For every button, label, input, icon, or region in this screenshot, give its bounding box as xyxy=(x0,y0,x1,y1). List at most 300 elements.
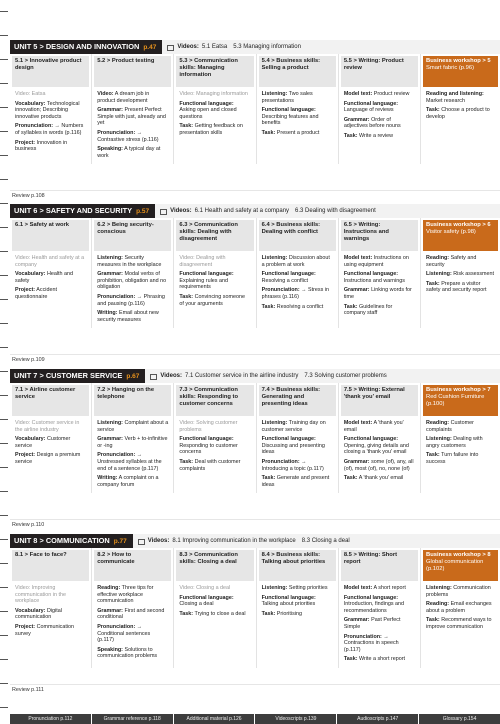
lesson-title[interactable]: 7.5 > Writing: External 'thank you' email xyxy=(341,385,418,416)
item-label: Model text: xyxy=(343,255,373,261)
item-text: Language of reviews xyxy=(343,107,394,114)
lesson-item xyxy=(344,475,415,482)
unit-title-text: UNIT 7 > CUSTOMER SERVICE xyxy=(14,371,123,380)
lesson-title[interactable]: 8.2 > How to communicate xyxy=(94,550,171,581)
item-label: Vocabulary: xyxy=(15,271,46,278)
lesson-item xyxy=(344,101,415,114)
workshop-title-text: Business workshop > 5 xyxy=(426,58,491,64)
lesson-item xyxy=(97,91,168,104)
item-label: Grammar: xyxy=(97,271,123,278)
lesson-item xyxy=(97,624,168,644)
item-text: Design a premium service xyxy=(15,452,81,465)
lesson-item xyxy=(262,475,333,488)
lesson-item xyxy=(262,130,333,137)
lesson-item xyxy=(262,107,333,127)
item-label: Listening: xyxy=(426,585,452,591)
item-text: Present a product xyxy=(276,129,320,136)
item-text: Health and safety xyxy=(15,271,74,284)
lesson-body xyxy=(176,581,253,622)
item-label: Pronunciation: xyxy=(261,458,300,465)
item-text: Explaining rules and requirements xyxy=(179,277,228,291)
lesson-body xyxy=(94,87,171,164)
item-label: Pronunciation: xyxy=(15,123,54,130)
lesson-item xyxy=(179,255,250,268)
lesson-item xyxy=(179,271,250,291)
lesson-body xyxy=(341,251,418,322)
review-link[interactable]: Review p.108 xyxy=(10,190,500,199)
item-text: Closing a deal xyxy=(179,601,214,608)
item-label: Task: xyxy=(179,293,194,300)
lesson-item xyxy=(15,452,86,465)
unit-title xyxy=(10,204,155,218)
item-label: Functional language: xyxy=(179,100,234,107)
video-item[interactable]: 5.1 Eatsa xyxy=(201,44,228,50)
item-label: Grammar: xyxy=(343,458,370,465)
item-text: A complaint on a company forum xyxy=(97,475,159,488)
item-label: Grammar: xyxy=(97,436,123,443)
item-label: Grammar: xyxy=(97,107,123,114)
lesson-column xyxy=(173,54,255,164)
lesson-item xyxy=(179,294,250,307)
item-label: Task: xyxy=(179,610,194,617)
lesson-title[interactable]: 5.2 > Product testing xyxy=(94,56,171,87)
item-label: Task: xyxy=(343,656,358,663)
workshop-column xyxy=(420,548,500,668)
video-icon xyxy=(160,209,167,215)
lesson-item xyxy=(344,617,415,630)
item-text: Discussion about a problem at work xyxy=(261,255,330,268)
lesson-item xyxy=(15,91,86,98)
lesson-body xyxy=(176,87,253,142)
workshop-title[interactable] xyxy=(423,220,498,251)
unit-page: p.67 xyxy=(126,373,140,380)
item-text: Turn failure into success xyxy=(426,452,479,465)
lesson-title[interactable]: 6.5 > Writing: Instructions and warnings xyxy=(341,220,418,251)
videos-label: Videos: xyxy=(160,373,182,379)
item-text: Recommend ways to improve communication xyxy=(426,617,492,630)
lesson-item xyxy=(97,647,168,660)
footer-link[interactable]: Grammar reference p.118 xyxy=(92,714,173,724)
item-label: Task: xyxy=(343,475,358,482)
lesson-column xyxy=(10,383,91,493)
lesson-item xyxy=(344,304,415,317)
lesson-column xyxy=(256,383,338,493)
workshop-item xyxy=(426,617,495,630)
lesson-title[interactable]: 5.3 > Communication skills: Managing information xyxy=(176,56,253,87)
unit-page: p.57 xyxy=(136,208,150,215)
item-text: Present Perfect Simple with just, already and yet xyxy=(97,107,166,127)
item-text: A dream job in product development xyxy=(97,91,150,104)
lesson-item xyxy=(179,585,250,592)
item-label: Model text: xyxy=(343,420,373,426)
lesson-item xyxy=(15,624,86,637)
item-text: Solutions to communication problems xyxy=(97,646,158,660)
item-text: Setting priorities xyxy=(288,585,328,591)
lesson-title[interactable]: 8.5 > Writing: Short report xyxy=(341,550,418,581)
lessons-grid xyxy=(10,54,500,164)
item-text: Linking words for time xyxy=(343,287,412,300)
lesson-item xyxy=(344,420,415,433)
unit-section xyxy=(10,40,500,199)
lesson-title[interactable]: 6.4 > Business skills: Dealing with conflict xyxy=(259,220,336,251)
lesson-column xyxy=(10,218,91,328)
lesson-item xyxy=(344,271,415,284)
lesson-item xyxy=(344,91,415,98)
lesson-item xyxy=(344,133,415,140)
item-label: Listening: xyxy=(97,420,123,426)
item-label: Task: xyxy=(426,280,440,287)
item-text: Complaint about a service xyxy=(97,420,169,433)
item-text: A short report xyxy=(373,585,406,591)
lesson-body xyxy=(259,581,336,622)
lesson-title[interactable]: 6.1 > Safety at work xyxy=(12,220,89,251)
item-label: Functional language: xyxy=(179,271,234,278)
footer-bar xyxy=(10,714,500,724)
unit-section xyxy=(10,369,500,528)
footer-link[interactable]: Pronunciation p.112 xyxy=(10,714,91,724)
item-text: Accident questionnaire xyxy=(15,287,57,300)
item-label: Listening: xyxy=(426,436,452,443)
item-text: Discussing and presenting ideas xyxy=(261,442,325,456)
lesson-body xyxy=(341,581,418,668)
unit-videos xyxy=(177,44,307,50)
item-text: Instructions and warnings xyxy=(343,277,405,284)
video-item[interactable]: 8.1 Improving communication in the workplace xyxy=(172,538,296,544)
lesson-item xyxy=(344,595,415,615)
item-text: → Conditional sentences (p.117) xyxy=(97,623,151,644)
workshop-item xyxy=(426,452,495,465)
item-text: → Stress in phrases (p.116) xyxy=(261,287,330,300)
review-link[interactable]: Review p.111 xyxy=(10,684,500,693)
lesson-column xyxy=(256,54,338,164)
item-text: → Contrastive stress (p.116) xyxy=(97,129,159,143)
item-text: Guidelines for company staff xyxy=(343,303,393,317)
lesson-body xyxy=(176,251,253,312)
unit-section xyxy=(10,204,500,363)
unit-header xyxy=(10,40,500,54)
lesson-item xyxy=(15,436,86,449)
video-item[interactable]: 8.3 Closing a deal xyxy=(301,538,350,544)
item-label: Grammar: xyxy=(343,116,370,123)
item-text: Opening, giving details and closing a 'thank you' email xyxy=(343,442,409,456)
unit-header xyxy=(10,204,500,218)
unit-title-text: UNIT 5 > DESIGN AND INNOVATION xyxy=(14,42,140,51)
lesson-item xyxy=(97,452,168,472)
lesson-item xyxy=(344,634,415,654)
workshop-title-text: Business workshop > 6 xyxy=(426,222,491,228)
lesson-item xyxy=(15,140,86,153)
unit-videos xyxy=(160,373,392,379)
item-label: Listening: xyxy=(261,91,288,97)
video-icon xyxy=(167,45,174,51)
lesson-item xyxy=(97,310,168,323)
lesson-item xyxy=(15,420,86,433)
footer-link[interactable]: Audioscripts p.147 xyxy=(337,714,418,724)
item-label: Task: xyxy=(343,132,358,139)
review-link[interactable]: Review p.110 xyxy=(10,519,500,528)
item-label: Functional language: xyxy=(179,436,234,443)
video-item[interactable]: 7.3 Solving customer problems xyxy=(304,373,387,379)
item-label: Grammar: xyxy=(97,607,123,614)
workshop-item xyxy=(426,585,495,598)
video-reference[interactable]: Video: Dealing with disagreement xyxy=(179,255,226,268)
lesson-title[interactable]: 5.4 > Business skills: Selling a product xyxy=(259,56,336,87)
lesson-item xyxy=(97,130,168,143)
lesson-body xyxy=(176,416,253,477)
lesson-item xyxy=(97,294,168,307)
item-label: Grammar: xyxy=(343,617,370,624)
lesson-column xyxy=(338,548,420,668)
item-text: Training day on customer service xyxy=(261,420,326,433)
lesson-column xyxy=(173,383,255,493)
item-label: Functional language: xyxy=(261,107,316,114)
lesson-column xyxy=(10,548,91,668)
video-item[interactable]: 6.1 Health and safety at a company xyxy=(194,208,290,214)
item-text: Customer complaints xyxy=(426,420,474,433)
lesson-column xyxy=(91,383,173,493)
item-label: Writing: xyxy=(97,310,118,317)
item-text: Customer service xyxy=(15,436,71,449)
video-item[interactable]: 5.3 Managing information xyxy=(233,44,301,50)
item-label: Reading: xyxy=(426,255,450,261)
lesson-item xyxy=(344,287,415,300)
lesson-item xyxy=(344,656,415,663)
videos-label: Videos: xyxy=(177,44,199,50)
workshop-subtitle: Smart fabric (p.96) xyxy=(426,65,475,71)
unit-title xyxy=(10,534,133,548)
item-label: Project: xyxy=(15,452,36,459)
review-link[interactable]: Review p.109 xyxy=(10,354,500,363)
item-label: Task: xyxy=(179,123,194,130)
item-label: Model text: xyxy=(343,585,373,591)
lesson-item xyxy=(262,436,333,456)
lesson-title[interactable]: 5.1 > Innovative product design xyxy=(12,56,89,87)
lesson-item xyxy=(344,585,415,592)
workshop-subtitle: Red Cushion Furniture (p.100) xyxy=(426,394,485,407)
lesson-item xyxy=(344,459,415,472)
lesson-title[interactable]: 7.1 > Airline customer service xyxy=(12,385,89,416)
footer-link[interactable]: Additional material p.126 xyxy=(174,714,255,724)
lesson-item xyxy=(97,146,168,159)
lesson-column xyxy=(91,218,173,328)
item-text: Technological innovation; Describing innovative products xyxy=(15,100,80,120)
item-label: Functional language: xyxy=(343,271,399,278)
item-label: Project: xyxy=(15,139,36,146)
item-text: A typical day at work xyxy=(97,146,161,159)
lesson-title[interactable]: 6.3 > Communication skills: Dealing with disagreement xyxy=(176,220,253,251)
item-text: Responding to customer concerns xyxy=(179,442,238,456)
lesson-body xyxy=(259,416,336,493)
item-text: Market research xyxy=(426,97,465,104)
footer-link[interactable]: Videoscripts p.139 xyxy=(255,714,336,724)
item-text: Dealing with angry customers xyxy=(426,436,483,449)
item-label: Functional language: xyxy=(343,100,399,107)
video-reference[interactable]: Video: Customer service in the airline industry xyxy=(15,420,80,433)
lesson-item xyxy=(262,255,333,268)
workshop-item xyxy=(426,255,495,268)
workshop-title[interactable] xyxy=(423,385,498,416)
item-text: Write a short report xyxy=(359,656,406,663)
item-text: some (of), any, all (of), most (of), no, none (of) xyxy=(343,458,414,472)
item-text: Two sales presentations xyxy=(261,91,313,104)
workshop-item xyxy=(426,107,495,120)
item-text: Resolving a conflict xyxy=(261,277,309,284)
item-label: Task: xyxy=(343,303,358,310)
video-icon xyxy=(150,374,157,380)
lesson-column xyxy=(338,383,420,493)
item-label: Task: xyxy=(261,129,276,136)
lesson-body xyxy=(94,581,171,665)
item-text: Trying to close a deal xyxy=(194,610,246,617)
lesson-column xyxy=(91,54,173,164)
workshop-title-text: Business workshop > 8 xyxy=(426,552,491,558)
item-text: Prioritising xyxy=(276,610,302,617)
lesson-title[interactable]: 7.3 > Communication skills: Responding to customer concerns xyxy=(176,385,253,416)
lesson-title[interactable]: 7.4 > Business skills: Generating and presenting ideas xyxy=(259,385,336,416)
workshop-title-text: Business workshop > 7 xyxy=(426,387,491,393)
item-label: Functional language: xyxy=(343,594,399,601)
lesson-column xyxy=(173,548,255,668)
item-label: Writing: xyxy=(97,475,118,482)
item-text: Deal with customer complaints xyxy=(179,458,241,472)
item-text: → Numbers of syllables in words (p.116) xyxy=(15,123,84,136)
lessons-grid xyxy=(10,383,500,493)
video-reference[interactable]: Video: Improving communication in the workplace xyxy=(15,585,66,605)
unit-title xyxy=(10,369,145,383)
lesson-body xyxy=(94,251,171,328)
lesson-item xyxy=(262,585,333,592)
video-reference[interactable]: Video: Closing a deal xyxy=(179,585,231,591)
video-reference[interactable]: Video: Solving customer problems xyxy=(179,420,238,433)
videos-label: Videos: xyxy=(147,538,170,544)
lesson-item xyxy=(262,287,333,300)
workshop-item xyxy=(426,91,495,104)
lesson-body xyxy=(12,581,89,642)
item-label: Speaking: xyxy=(97,146,123,153)
lesson-column xyxy=(338,54,420,164)
workshop-column xyxy=(420,218,500,328)
item-text: Verb + to-infinitive or -ing xyxy=(97,436,168,449)
lesson-title[interactable]: 8.4 > Business skills: Talking about priorities xyxy=(259,550,336,581)
lesson-item xyxy=(97,585,168,605)
lesson-item xyxy=(97,475,168,488)
lesson-item xyxy=(97,107,168,127)
item-label: Task: xyxy=(261,475,276,482)
margin-ticks xyxy=(0,0,8,724)
lesson-title[interactable]: 8.3 > Communication skills: Closing a deal xyxy=(176,550,253,581)
lesson-body xyxy=(12,251,89,306)
workshop-title[interactable] xyxy=(423,56,498,87)
item-label: Task: xyxy=(261,303,276,310)
lesson-body xyxy=(259,87,336,142)
item-text: Resolving a conflict xyxy=(276,303,324,310)
video-item[interactable]: 6.3 Dealing with disagreement xyxy=(295,208,376,214)
unit-header xyxy=(10,369,500,383)
item-text: Communication survey xyxy=(15,623,75,637)
item-text: Safety and security xyxy=(426,255,477,268)
unit-page: p.77 xyxy=(113,538,127,545)
item-text: Email exchanges about a problem xyxy=(426,601,492,614)
video-reference[interactable]: Video: Health and safety at a company xyxy=(15,255,85,268)
lesson-body xyxy=(341,87,418,145)
lesson-item xyxy=(179,123,250,136)
workshop-body xyxy=(423,581,498,636)
item-text: Instructions on using equipment xyxy=(343,255,409,268)
lesson-item xyxy=(97,436,168,449)
item-text: → Unstressed syllables at the end of a sentence (p.117) xyxy=(97,452,162,472)
lesson-body xyxy=(94,416,171,493)
video-reference[interactable]: Video: Eatsa xyxy=(15,91,46,97)
lesson-item xyxy=(15,255,86,268)
item-text: Security measures in the workplace xyxy=(97,255,162,268)
item-text: Asking open and closed questions xyxy=(179,107,237,120)
item-label: Reading: xyxy=(97,585,121,591)
lesson-title[interactable]: 8.1 > Face to face? xyxy=(12,550,89,581)
lesson-item xyxy=(262,304,333,311)
item-text: First and second conditional xyxy=(97,607,165,621)
item-text: Generate and present ideas xyxy=(261,475,330,488)
lesson-item xyxy=(97,255,168,268)
lesson-title[interactable]: 5.5 > Writing: Product review xyxy=(341,56,418,87)
video-reference[interactable]: Video: Managing information xyxy=(179,91,248,97)
item-label: Listening: xyxy=(261,255,288,261)
lesson-item xyxy=(97,608,168,621)
workshop-title[interactable] xyxy=(423,550,498,581)
item-label: Listening: xyxy=(261,585,288,591)
item-text: Digital communication xyxy=(15,607,62,621)
item-label: Pronunciation: xyxy=(97,293,136,300)
lesson-item xyxy=(344,255,415,268)
lessons-grid xyxy=(10,218,500,328)
item-text: Choose a product to develop xyxy=(426,107,490,120)
lesson-item xyxy=(97,420,168,433)
lesson-item xyxy=(262,611,333,618)
video-item[interactable]: 7.1 Customer service in the airline industry xyxy=(184,373,299,379)
lesson-column xyxy=(10,54,91,164)
lesson-item xyxy=(262,91,333,104)
item-text: Getting feedback on presentation skills xyxy=(179,123,243,136)
lesson-body xyxy=(341,416,418,487)
item-label: Functional language: xyxy=(261,436,316,443)
item-label: Project: xyxy=(15,287,36,294)
lesson-title[interactable]: 7.2 > Hanging on the telephone xyxy=(94,385,171,416)
lesson-title[interactable]: 6.2 > Being security-conscious xyxy=(94,220,171,251)
unit-title-text: UNIT 6 > SAFETY AND SECURITY xyxy=(14,206,133,215)
workshop-subtitle: Visitor safety (p.98) xyxy=(426,229,476,235)
item-text: Past Perfect Simple xyxy=(343,617,401,630)
lesson-item xyxy=(15,287,86,300)
workshop-item xyxy=(426,420,495,433)
lesson-item xyxy=(344,436,415,456)
unit-videos xyxy=(148,538,356,544)
lesson-item xyxy=(179,436,250,456)
item-text: Email about new security measures xyxy=(97,310,159,323)
unit-title-text: UNIT 8 > COMMUNICATION xyxy=(14,536,110,545)
item-text: Order of adjectives before nouns xyxy=(343,116,401,130)
item-label: Reading: xyxy=(426,601,450,608)
unit-header xyxy=(10,534,500,548)
workshop-item xyxy=(426,281,495,294)
item-text: Prepare a visitor safety and security report xyxy=(426,280,487,294)
item-label: Vocabulary: xyxy=(15,607,46,614)
item-label: Pronunciation: xyxy=(343,633,382,640)
item-text: Write a review xyxy=(359,132,394,139)
item-text: Product review xyxy=(373,91,410,97)
item-text: → Contractions in speech (p.117) xyxy=(343,633,399,653)
lesson-item xyxy=(179,91,250,98)
footer-link[interactable]: Glossary p.154 xyxy=(419,714,500,724)
item-label: Functional language: xyxy=(261,271,316,278)
